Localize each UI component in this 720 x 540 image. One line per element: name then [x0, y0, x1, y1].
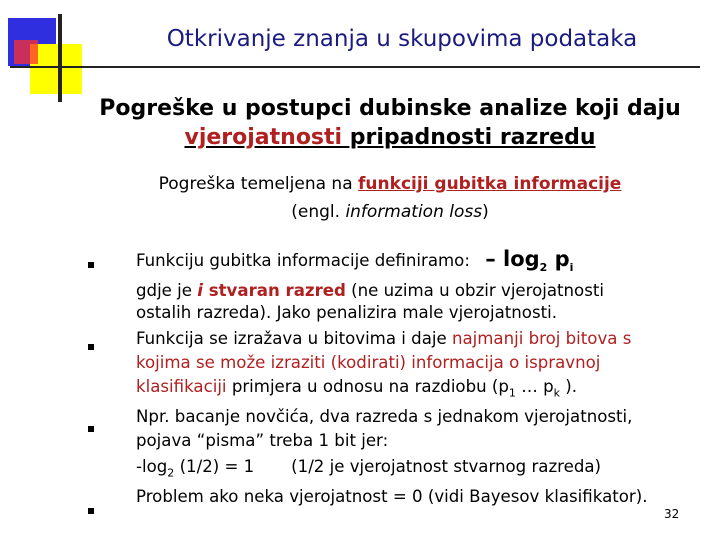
decor-vertical-line — [58, 14, 62, 102]
bullet-1-text: Funkciju gubitka informacije definiramo: — [136, 251, 470, 270]
intro-part1: Pogreška temeljena na — [158, 174, 359, 194]
formula-p: p — [547, 247, 570, 271]
bullet-marker-2 — [88, 344, 94, 350]
formula-sub-i: i — [569, 261, 574, 275]
b2-l3-sub1: 1 — [508, 386, 516, 400]
intro-line-2 — [90, 198, 690, 226]
b2-l3-red: klasifikaciji — [136, 377, 227, 396]
subtitle-line-1: Pogreške u postupci dubinske analize koji daju — [99, 96, 681, 121]
loss-formula — [485, 247, 574, 275]
page-number: 32 — [664, 507, 680, 521]
b1-l2-i: i — [197, 281, 203, 300]
bullet-1-line-1 — [136, 248, 573, 279]
bullet-3-line-2: pojava “pisma” treba 1 bit jer: — [136, 431, 389, 450]
decor-red-square — [14, 40, 38, 64]
bullet-3-line-1: Npr. bacanje novčića, dva razreda s jednakom vjerojatnosti, — [136, 407, 633, 426]
intro-line2-b: ) — [482, 202, 489, 222]
bullet-4-line-1: Problem ako neka vjerojatnost = 0 (vidi Bayesov klasifikator). — [136, 487, 648, 506]
b1-l2-red: stvaran razred — [202, 281, 346, 300]
bullet-2-line-2: kojima se može izraziti (kodirati) informacija o ispravnoj — [136, 353, 601, 372]
intro-line-1 — [90, 170, 690, 198]
bullet-marker-1 — [88, 262, 94, 268]
intro-text — [90, 170, 690, 226]
bullet-3-line-3 — [136, 456, 601, 484]
bullet-marker-3 — [88, 426, 94, 432]
b2-l3-b: … p — [515, 377, 554, 396]
bullet-marker-4 — [88, 508, 94, 514]
b1-l2-a: gdje je — [136, 281, 198, 300]
decor-horizontal-line — [10, 66, 700, 68]
intro-link: funkciji gubitka informacije — [358, 174, 622, 194]
b2-l1-red: najmanji broj bitova s — [451, 329, 632, 348]
b3-l3-sub: 2 — [167, 466, 175, 480]
slide-subtitle — [80, 94, 700, 152]
b3-l3-b: (1/2) = 1 (1/2 je vjerojatnost stvarnog razreda) — [174, 457, 602, 476]
subtitle-red-word: vjerojatnosti — [184, 125, 343, 150]
bullet-2-line-1 — [136, 328, 631, 350]
bullet-1-line-2 — [136, 280, 604, 302]
slide-title: Otkrivanje znanja u skupovima podataka — [166, 26, 638, 52]
subtitle-line-2 — [80, 123, 700, 152]
b1-l2-b: (ne uzima u obzir vjerojatnosti — [345, 281, 604, 300]
intro-line2-a: (engl. — [291, 202, 346, 222]
b3-l3-a: -log — [136, 457, 168, 476]
subtitle-line-2-rest: pripadnosti razredu — [342, 125, 596, 150]
b2-l3-a: primjera u odnosu na razdiobu (p — [226, 377, 509, 396]
bullet-1-line-3: ostalih razreda). Jako penalizira male vjerojatnosti. — [136, 303, 557, 322]
b2-l1-a: Funkcija se izražava u bitovima i daje — [136, 329, 452, 348]
b2-l3-c: ). — [559, 377, 578, 396]
intro-line2-italic: information loss — [345, 202, 483, 222]
bullet-2-line-3 — [136, 376, 577, 404]
formula-sub-2: 2 — [539, 261, 548, 275]
formula-minus-log: – log — [485, 247, 540, 271]
b2-l3-sub2: k — [553, 386, 560, 400]
